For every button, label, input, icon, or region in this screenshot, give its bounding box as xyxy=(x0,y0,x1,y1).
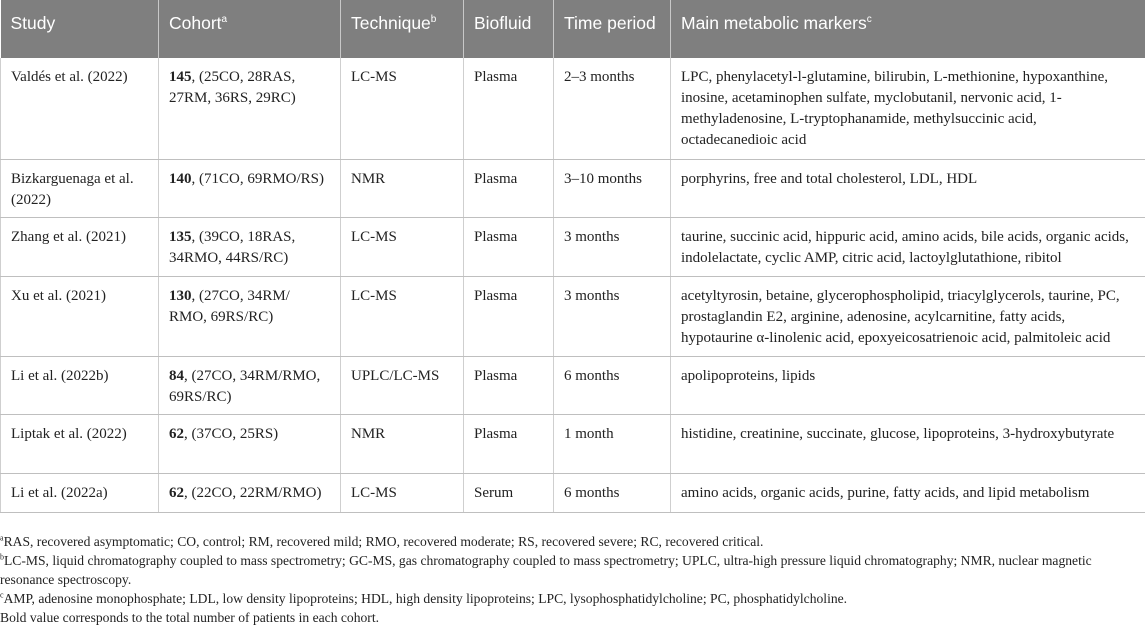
cohort-cell xyxy=(159,414,341,473)
table-row xyxy=(1,356,1145,414)
footnote-a: $^a$RAS, recovered asymptomatic; CO, control; RM, recovered mild; RMO, recovered moderate; RS, recovered severe; RC, recovered critical. xyxy=(0,533,764,549)
table-row xyxy=(1,276,1145,356)
table-footnotes xyxy=(0,532,1140,627)
cohort-total: 62 xyxy=(169,484,184,501)
cohort-breakdown: , (25CO, 28RAS, 27RM, 36RS, 29RC) xyxy=(169,69,296,106)
cohort-total: 84 xyxy=(169,367,184,384)
header-cohort: Cohort$^a$ xyxy=(159,0,341,58)
technique-cell: LC-MS xyxy=(341,276,464,356)
header-markers: Main metabolic markers$^c$ xyxy=(671,0,1145,58)
technique-cell: LC-MS xyxy=(341,473,464,512)
biofluid-cell: Plasma xyxy=(464,159,554,217)
biofluid-cell: Serum xyxy=(464,473,554,512)
table-header xyxy=(1,0,1145,58)
cohort-total: 140 xyxy=(169,170,192,187)
footnote-c: $^c$AMP, adenosine monophosphate; LDL, low density lipoproteins; HDL, high density lipoproteins; LPC, lysophosphatidylcholine; PC, phosphatidylcholine. xyxy=(0,590,848,606)
cohort-breakdown: , (27CO, 34RM/RMO, 69RS/RC) xyxy=(169,367,321,405)
time-period-cell: 3 months xyxy=(554,276,671,356)
cohort-cell xyxy=(159,217,341,276)
table-row xyxy=(1,58,1145,159)
biofluid-cell: Plasma xyxy=(464,217,554,276)
table-row xyxy=(1,159,1145,217)
markers-cell: apolipoproteins, lipids xyxy=(671,356,1145,414)
cohort-total: 62 xyxy=(169,425,184,442)
table-row xyxy=(1,217,1145,276)
header-technique: Technique$^b$ xyxy=(341,0,464,58)
cohort-cell xyxy=(159,58,341,159)
cohort-cell xyxy=(159,276,341,356)
biofluid-cell: Plasma xyxy=(464,58,554,159)
header-time-period: Time period xyxy=(554,0,671,58)
technique-cell: UPLC/LC-MS xyxy=(341,356,464,414)
time-period-cell: 1 month xyxy=(554,414,671,473)
study-cell: Xu et al. (2021) xyxy=(1,276,159,356)
cohort-breakdown: , (71CO, 69RMO/RS) xyxy=(191,170,325,187)
time-period-cell: 6 months xyxy=(554,356,671,414)
time-period-cell: 2–3 months xyxy=(554,58,671,159)
time-period-cell: 3 months xyxy=(554,217,671,276)
cohort-breakdown: , (22CO, 22RM/RMO) xyxy=(184,484,322,501)
markers-cell: amino acids, organic acids, purine, fatty acids, and lipid metabolism xyxy=(671,473,1145,512)
footnote-marker-a: a xyxy=(221,14,228,26)
header-study: Study xyxy=(1,0,159,58)
cohort-total: 135 xyxy=(169,228,192,245)
study-cell: Li et al. (2022a) xyxy=(1,473,159,512)
markers-cell: taurine, succinic acid, hippuric acid, amino acids, bile acids, organic acids, indolelactate, cyclic AMP, citric acid, lactoylglutathione, ribitol xyxy=(671,217,1145,276)
study-cell: Zhang et al. (2021) xyxy=(1,217,159,276)
table-row xyxy=(1,473,1145,512)
header-biofluid: Biofluid xyxy=(464,0,554,58)
markers-cell: histidine, creatinine, succinate, glucose, lipoproteins, 3-hydroxybutyrate xyxy=(671,414,1145,473)
markers-cell: acetyltyrosin, betaine, glycerophospholipid, triacylglycerols, taurine, PC, prostaglandin E2, arginine, adenosine, acylcarnitine, fatty acids, hypotaurine α-linolenic acid, epoxyeicosatrienoic acid, palmitoleic acid xyxy=(671,276,1145,356)
cohort-breakdown: , (37CO, 25RS) xyxy=(184,425,279,442)
biofluid-cell: Plasma xyxy=(464,276,554,356)
header-row xyxy=(1,0,1145,58)
markers-cell: porphyrins, free and total cholesterol, LDL, HDL xyxy=(671,159,1145,217)
technique-cell: NMR xyxy=(341,414,464,473)
time-period-cell: 6 months xyxy=(554,473,671,512)
table-body xyxy=(1,58,1145,512)
table-row xyxy=(1,414,1145,473)
footnote-marker-c: c xyxy=(866,14,872,26)
cohort-breakdown: , (27CO, 34RM/ RMO, 69RS/RC) xyxy=(169,287,290,325)
cohort-breakdown: , (39CO, 18RAS, 34RMO, 44RS/RC) xyxy=(169,228,296,266)
technique-cell: NMR xyxy=(341,159,464,217)
markers-cell: LPC, phenylacetyl-l-glutamine, bilirubin, L-methionine, hypoxanthine, inosine, acetaminophen sulfate, myclobutanil, nervonic acid, 1-methyladenosine, L-tryptophanamide, methylsuccinic acid, octadecanedioic acid xyxy=(671,58,1145,159)
time-period-cell: 3–10 months xyxy=(554,159,671,217)
biofluid-cell: Plasma xyxy=(464,356,554,414)
technique-cell: LC-MS xyxy=(341,217,464,276)
study-cell: Bizkarguenaga et al. (2022) xyxy=(1,159,159,217)
cohort-cell xyxy=(159,356,341,414)
study-cell: Li et al. (2022b) xyxy=(1,356,159,414)
technique-cell: LC-MS xyxy=(341,58,464,159)
cohort-cell xyxy=(159,473,341,512)
footnote-marker-b: b xyxy=(430,14,437,26)
study-cell: Liptak et al. (2022) xyxy=(1,414,159,473)
cohort-cell xyxy=(159,159,341,217)
footnote-b: $^b$LC-MS, liquid chromatography coupled to mass spectrometry; GC-MS, gas chromatography coupled to mass spectrometry; UPLC, ultra-high pressure liquid chromatography; NMR, nuclear magnetic resonance spectroscopy. xyxy=(0,552,1092,587)
cohort-total: 130 xyxy=(169,287,192,304)
footnote-bold: Bold value corresponds to the total number of patients in each cohort. xyxy=(0,610,380,625)
study-cell: Valdés et al. (2022) xyxy=(1,58,159,159)
biofluid-cell: Plasma xyxy=(464,414,554,473)
cohort-total: 145 xyxy=(169,69,192,85)
